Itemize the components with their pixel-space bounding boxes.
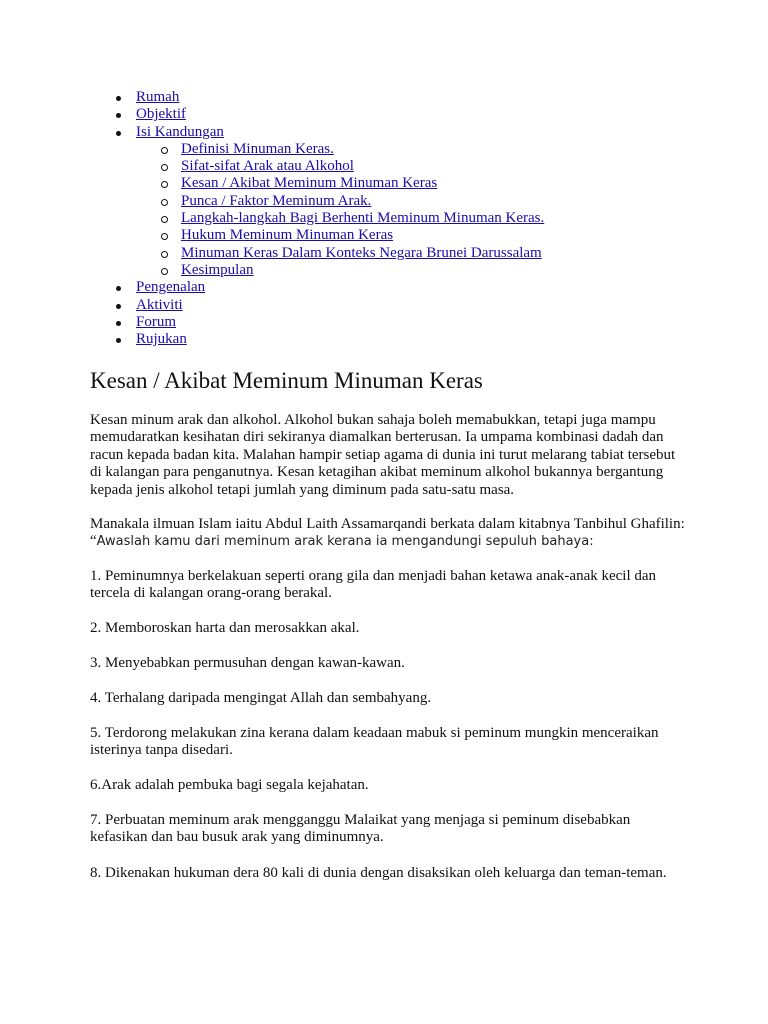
nav-item-objektif <box>90 106 544 123</box>
sub-nav-link-konteks-brunei[interactable]: Minuman Keras Dalam Konteks Negara Brunei Darussalam <box>181 244 542 261</box>
point-6: 6.Arak adalah pembuka bagi segala kejahatan. <box>90 777 369 793</box>
sub-nav-link-kesimpulan[interactable]: Kesimpulan <box>181 261 254 278</box>
sub-nav-link-definisi[interactable]: Definisi Minuman Keras. <box>181 140 334 157</box>
sub-nav <box>136 141 544 279</box>
intro-paragraph: Kesan minum arak dan alkohol. Alkohol bukan sahaja boleh memabukkan, tetapi juga mampu memudaratkan kesihatan diri sekiranya diamalkan berterusan. Ia umpama kombinasi dadah dan racun kepada badan kita. Malahan hampir setiap agama di dunia ini turut melarang tabiat tersebut di kalangan para penganutnya. Kesan ketagihan akibat meminum alkohol bukannya bergantung kepada jenis alkohol tetapi jumlah yang diminum pada satu-satu masa. <box>90 412 676 498</box>
nav-link-rumah[interactable]: Rumah <box>136 89 180 105</box>
point-8: 8. Dikenakan hukuman dera 80 kali di dunia dengan disaksikan oleh keluarga dan teman-teman. <box>90 865 667 881</box>
sub-nav-link-hukum[interactable]: Hukum Meminum Minuman Keras <box>181 227 394 244</box>
sub-nav-link-sifat-sifat[interactable]: Sifat-sifat Arak atau Alkohol <box>181 158 354 175</box>
nav-item-forum <box>90 314 544 331</box>
sub-nav-item <box>136 175 544 192</box>
sub-nav-item <box>136 262 544 279</box>
sub-nav-item <box>136 141 544 158</box>
article-title: Kesan / Akibat Meminum Minuman Keras <box>90 368 483 393</box>
nav-item-rujukan <box>90 331 544 348</box>
point-3: 3. Menyebabkan permusuhan dengan kawan-kawan. <box>90 655 405 671</box>
nav-item-rumah <box>90 89 544 106</box>
nav-link-aktiviti[interactable]: Aktiviti <box>136 296 183 313</box>
sub-nav-link-punca[interactable]: Punca / Faktor Meminum Arak. <box>181 192 372 209</box>
sub-nav-link-kesan[interactable]: Kesan / Akibat Meminum Minuman Keras <box>181 175 438 192</box>
sub-nav-item <box>136 210 544 227</box>
point-4: 4. Terhalang daripada mengingat Allah dan sembahyang. <box>90 690 432 706</box>
nav-link-forum[interactable]: Forum <box>136 313 177 330</box>
point-2: 2. Memboroskan harta dan merosakkan akal. <box>90 620 360 636</box>
sub-nav-item <box>136 245 544 262</box>
nav-link-objektif[interactable]: Objektif <box>136 106 186 123</box>
quote-lead: Manakala ilmuan Islam iaitu Abdul Laith Assamarqandi berkata dalam kitabnya Tanbihul Ghafilin: “ <box>90 516 685 550</box>
sub-nav-item <box>136 193 544 210</box>
sub-nav-item <box>136 227 544 244</box>
quote-paragraph <box>90 516 690 551</box>
nav-link-rujukan[interactable]: Rujukan <box>136 331 187 348</box>
sub-nav-item <box>136 158 544 175</box>
nav-link-isi-kandungan[interactable]: Isi Kandungan <box>136 123 224 140</box>
point-5: 5. Terdorong melakukan zina kerana dalam keadaan mabuk si peminum mungkin menceraikan isterinya tanpa disedari. <box>90 725 659 759</box>
quote-tail: Awaslah kamu dari meminum arak kerana ia mengandungi sepuluh bahaya: <box>96 534 594 550</box>
point-7: 7. Perbuatan meminum arak mengganggu Malaikat yang menjaga si peminum disebabkan kefasikan dan bau busuk arak yang diminumnya. <box>90 812 631 846</box>
nav-item-pengenalan <box>90 279 544 296</box>
point-1: 1. Peminumnya berkelakuan seperti orang gila dan menjadi bahan ketawa anak-anak kecil dan tercela di kalangan orang-orang berakal. <box>90 568 657 602</box>
nav-link-pengenalan[interactable]: Pengenalan <box>136 279 206 296</box>
nav-item-isi-kandungan <box>90 124 544 280</box>
main-nav <box>90 89 544 348</box>
sub-nav-link-langkah[interactable]: Langkah-langkah Bagi Berhenti Meminum Minuman Keras. <box>181 210 545 227</box>
nav-item-aktiviti <box>90 297 544 314</box>
